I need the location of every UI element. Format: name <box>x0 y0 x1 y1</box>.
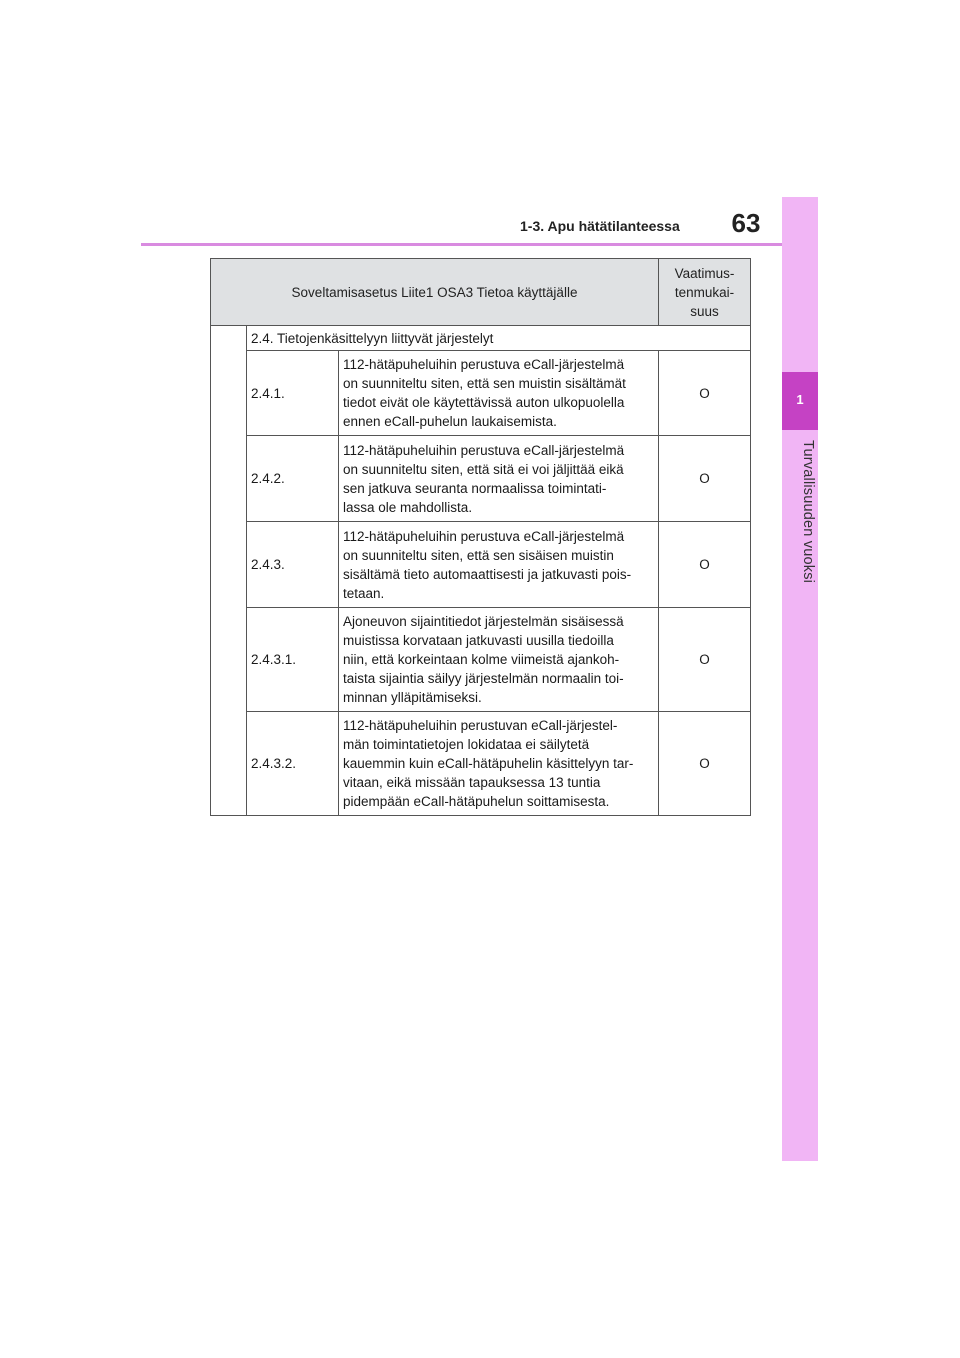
row-line: sen jatkuva seuranta normaalissa toimintati- <box>343 480 607 496</box>
table-header-title: Soveltamisasetus Liite1 OSA3 Tietoa käyttäjälle <box>211 259 659 326</box>
table-header-compliance <box>659 259 751 326</box>
row-text <box>339 351 659 436</box>
subsection-title: 2.4. Tietojenkäsittelyyn liittyvät järjestelyt <box>247 326 751 351</box>
row-compliance: O <box>659 351 751 436</box>
row-id: 2.4.3. <box>247 522 339 608</box>
table-row <box>211 522 751 608</box>
row-line: taista sijaintia säilyy järjestelmän normaalin toi- <box>343 671 624 686</box>
row-line: vitaan, eikä missään tapauksessa 13 tuntia <box>343 775 601 790</box>
row-line: 112-hätäpuheluihin perustuva eCall-järjestelmä <box>343 357 625 372</box>
row-id: 2.4.3.2. <box>247 712 339 816</box>
row-line: kauemmin kuin eCall-hätäpuhelin käsittelyyn tar- <box>343 756 634 771</box>
chapter-title: Turvallisuuden vuoksi <box>800 440 816 584</box>
header-req-line: tenmukai- <box>674 284 735 300</box>
row-line: män toimintatietojen lokidataa ei säilytetä <box>343 737 590 752</box>
row-id: 2.4.1. <box>247 351 339 436</box>
row-id: 2.4.2. <box>247 436 339 522</box>
row-compliance: O <box>659 436 751 522</box>
row-line: 112-hätäpuheluihin perustuva eCall-järjestelmä <box>343 528 625 544</box>
header-divider <box>141 243 817 246</box>
section-title: 1-3. Apu hätätilanteessa <box>520 218 680 234</box>
row-line: ennen eCall-puhelun laukaisemista. <box>343 414 557 429</box>
row-line: on suunniteltu siten, että sen sisäisen muistin <box>343 547 614 563</box>
chapter-side-tab <box>782 197 818 1161</box>
row-line: lassa ole mahdollista. <box>343 499 473 515</box>
table-row <box>211 351 751 436</box>
row-line: sisältämä tieto automaattisesti ja jatkuvasti pois- <box>343 566 632 582</box>
chapter-number: 1 <box>796 392 804 407</box>
row-text <box>339 608 659 712</box>
row-line: niin, että korkeintaan kolme viimeistä ajankoh- <box>343 652 620 667</box>
row-compliance: O <box>659 608 751 712</box>
row-compliance: O <box>659 522 751 608</box>
row-line: tiedot eivät ole käytettävissä auton ulkopuolella <box>343 395 625 410</box>
row-line: 112-hätäpuheluihin perustuvan eCall-järjestel- <box>343 718 618 733</box>
row-text <box>339 712 659 816</box>
table-row <box>211 436 751 522</box>
requirements-table <box>210 258 751 816</box>
row-text <box>339 522 659 608</box>
indent-column <box>211 326 247 816</box>
row-line: on suunniteltu siten, että sitä ei voi jäljittää eikä <box>343 461 624 477</box>
row-text <box>339 436 659 522</box>
row-line: minnan ylläpitämiseksi. <box>343 690 482 705</box>
row-compliance: O <box>659 712 751 816</box>
row-line: tetaan. <box>343 585 385 601</box>
header-req-line: Vaatimus- <box>674 265 735 281</box>
row-line: on suunniteltu siten, että sen muistin sisältämät <box>343 376 626 391</box>
table-row <box>211 712 751 816</box>
row-line: Ajoneuvon sijaintitiedot järjestelmän sisäisessä <box>343 614 624 629</box>
row-id: 2.4.3.1. <box>247 608 339 712</box>
header-req-line: suus <box>690 303 719 319</box>
row-line: muistissa korvataan jatkuvasti uusilla tiedoilla <box>343 633 614 648</box>
row-line: pidempään eCall-hätäpuhelun soittamisesta. <box>343 794 610 809</box>
row-line: 112-hätäpuheluihin perustuva eCall-järjestelmä <box>343 442 625 458</box>
page-number: 63 <box>731 208 761 238</box>
table-row <box>211 608 751 712</box>
